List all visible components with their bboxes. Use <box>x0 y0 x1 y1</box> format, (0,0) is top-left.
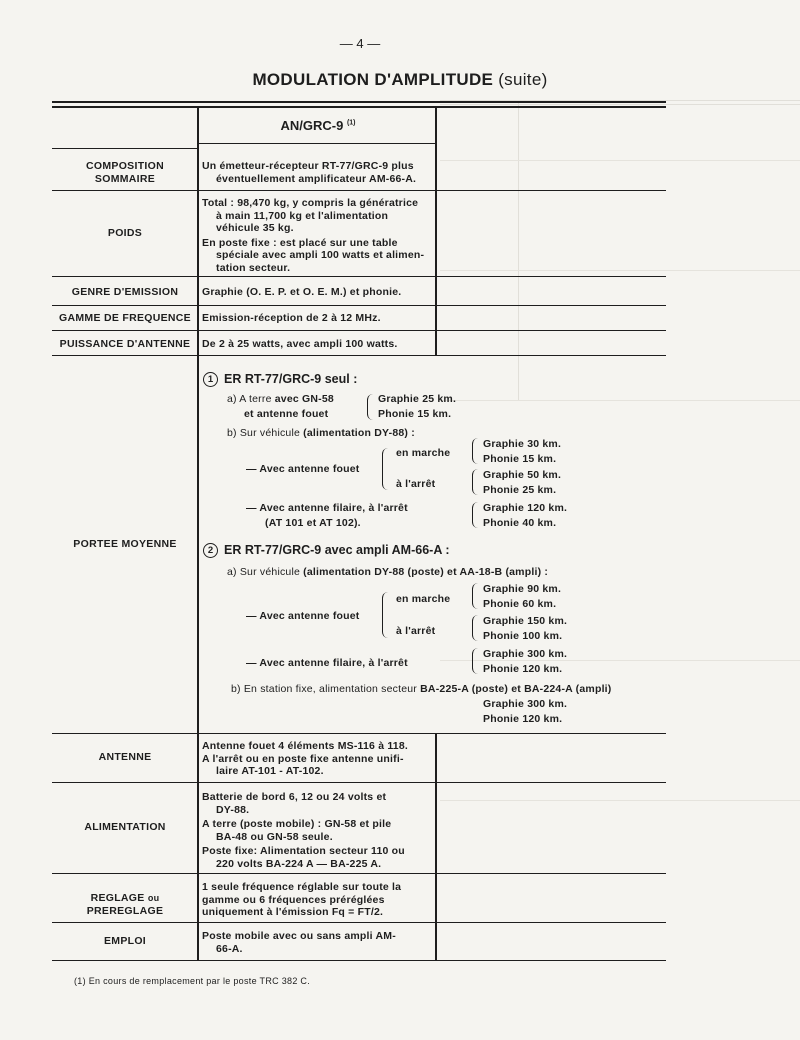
page-number: — 4 — <box>339 36 381 51</box>
page-title <box>0 70 800 90</box>
cell-alimentation: Batterie de bord 6, 12 ou 24 volts et DY-88. A terre (poste mobile) : GN-58 et pile BA-48 ou GN-58 seule. Poste fixe: Alimentation secteur 110 ou 220 volts BA-224 A — BA-225 A. <box>202 791 405 870</box>
s2-g300: Graphie 300 km. <box>483 648 568 660</box>
cell-composition: Un émetteur-récepteur RT-77/GRC-9 plus éventuellement amplificateur AM-66-A. <box>202 160 417 185</box>
label-gamme-frequence: GAMME DE FREQUENCE <box>59 312 191 324</box>
brace <box>472 583 478 609</box>
s2-filaire: — Avec antenne filaire, à l'arrêt <box>246 657 408 669</box>
brace <box>472 502 478 528</box>
label-poids: POIDS <box>107 227 143 239</box>
label-portee-moyenne: PORTEE MOYENNE <box>73 538 177 550</box>
brace <box>472 615 478 641</box>
s1-en-marche: en marche <box>396 447 451 459</box>
row-rule <box>52 782 666 783</box>
s1-fouet: — Avec antenne fouet <box>246 463 360 475</box>
brace <box>382 448 388 490</box>
equipment-name: AN/GRC-9 <box>280 118 344 133</box>
s2-p100: Phonie 100 km. <box>483 630 563 642</box>
label-reglage: REGLAGE ou PREREGLAGE <box>86 892 164 917</box>
s1-filaire2: (AT 101 et AT 102). <box>265 517 361 529</box>
bleed-through-table <box>440 100 800 980</box>
row-rule <box>52 190 666 191</box>
table-top-rule <box>52 101 666 103</box>
row-rule <box>52 330 666 331</box>
s1-filaire: — Avec antenne filaire, à l'arrêt <box>246 502 408 514</box>
s2-en-marche: en marche <box>396 593 451 605</box>
brace <box>367 394 373 420</box>
row-rule <box>52 148 198 149</box>
brace <box>472 438 478 464</box>
s2-p60: Phonie 60 km. <box>483 598 557 610</box>
table-header <box>200 118 436 133</box>
row-rule <box>52 733 666 734</box>
s2-g90: Graphie 90 km. <box>483 583 562 595</box>
s2-g150: Graphie 150 km. <box>483 615 568 627</box>
s2-fouet: — Avec antenne fouet <box>246 610 360 622</box>
cell-emploi: Poste mobile avec ou sans ampli AM- 66-A. <box>202 930 396 955</box>
circled-number-1: 1 <box>203 372 218 387</box>
label-composition: COMPOSITION SOMMAIRE <box>86 160 164 185</box>
s1-a-line2: et antenne fouet <box>244 408 329 420</box>
label-genre-emission: GENRE D'EMISSION <box>71 286 179 298</box>
s1-a-phonie: Phonie 15 km. <box>378 408 452 420</box>
s2-a-larret: à l'arrêt <box>396 625 436 637</box>
footnote: (1) En cours de remplacement par le poste TRC 382 C. <box>74 976 311 986</box>
section-1-title: 1 ER RT-77/GRC-9 seul : <box>203 372 357 387</box>
label-antenne: ANTENNE <box>98 751 152 763</box>
cell-genre-emission: Graphie (O. E. P. et O. E. M.) et phonie. <box>202 286 402 298</box>
cell-reglage: 1 seule fréquence réglable sur toute la gamme ou 6 fréquences préréglées uniquement à l'émission Fq = FT/2. <box>202 881 402 918</box>
cell-antenne: Antenne fouet 4 éléments MS-116 à 118. A l'arrêt ou en poste fixe antenne unifi- laire AT-101 - AT-102. <box>202 740 409 777</box>
s1-g30: Graphie 30 km. <box>483 438 562 450</box>
s2-b-line: b) En station fixe, alimentation secteur BA-225-A (poste) et BA-224-A (ampli) <box>231 683 612 695</box>
s1-p25: Phonie 25 km. <box>483 484 557 496</box>
label-puissance-antenne: PUISSANCE D'ANTENNE <box>59 338 191 350</box>
label-emploi: EMPLOI <box>103 935 147 947</box>
s2-p120: Phonie 120 km. <box>483 663 563 675</box>
title-main: MODULATION D'AMPLITUDE <box>252 70 494 89</box>
s1-g120: Graphie 120 km. <box>483 502 568 514</box>
s1-a-graphie: Graphie 25 km. <box>378 393 457 405</box>
header-rule <box>198 143 435 144</box>
s1-p15: Phonie 15 km. <box>483 453 557 465</box>
row-rule <box>52 922 666 923</box>
s1-g50: Graphie 50 km. <box>483 469 562 481</box>
row-rule <box>52 873 666 874</box>
row-rule <box>52 355 666 356</box>
section-2-title: 2 ER RT-77/GRC-9 avec ampli AM-66-A : <box>203 543 450 558</box>
table-top-rule-2 <box>52 106 666 108</box>
cell-gamme-frequence: Emission-réception de 2 à 12 MHz. <box>202 312 381 324</box>
label-alimentation: ALIMENTATION <box>84 821 166 833</box>
s1-b-line: b) Sur véhicule (alimentation DY-88) : <box>227 427 415 439</box>
row-rule <box>52 305 666 306</box>
column-divider-right <box>435 107 437 355</box>
s1-p40: Phonie 40 km. <box>483 517 557 529</box>
brace <box>382 592 388 638</box>
title-suite: (suite) <box>498 70 548 89</box>
cell-puissance-antenne: De 2 à 25 watts, avec ampli 100 watts. <box>202 338 398 350</box>
row-rule <box>52 276 666 277</box>
cell-poids: Total : 98,470 kg, y compris la génératrice à main 11,700 kg et l'alimentation véhicule 35 kg. En poste fixe : est placé sur une table spéciale avec ampli 100 watts et alimen- tation secteur. <box>202 197 425 274</box>
s1-a-larret: à l'arrêt <box>396 478 436 490</box>
table-bottom-rule <box>52 960 666 961</box>
s2-b-phonie: Phonie 120 km. <box>483 713 563 725</box>
brace <box>472 469 478 495</box>
brace <box>472 648 478 674</box>
s2-b-graphie: Graphie 300 km. <box>483 698 568 710</box>
column-divider-right-lower <box>435 733 437 960</box>
s1-a-line1: a) A terre avec GN-58 <box>227 393 334 405</box>
circled-number-2: 2 <box>203 543 218 558</box>
footnote-ref: (1) <box>346 119 356 127</box>
s2-a-line: a) Sur véhicule (alimentation DY-88 (poste) et AA-18-B (ampli) : <box>227 566 549 578</box>
